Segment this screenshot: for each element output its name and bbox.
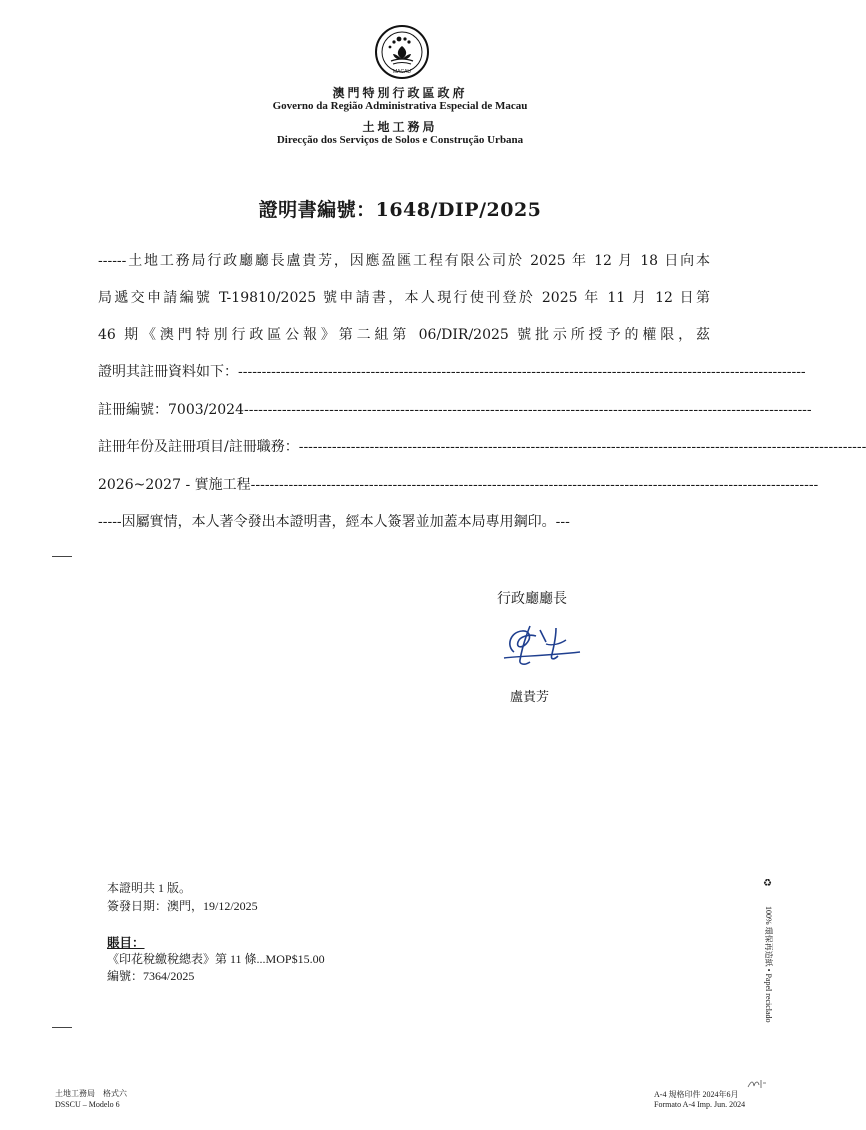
body-line-registration-items <box>98 436 866 456</box>
fee-line: 《印花稅繳稅總表》第 11 條...MOP$15.00 <box>107 952 325 966</box>
registration-number: 註冊編號：7003/2024 <box>98 402 244 418</box>
department-name-pt: Direcção dos Serviços de Solos e Construção Urbana <box>276 134 524 146</box>
registration-item-value: 2026~2027 - 實施工程 <box>98 477 251 493</box>
margin-fold-mark <box>52 1027 72 1028</box>
receipt-number: 編號：7364/2025 <box>107 969 195 983</box>
dash-filler: ------------------------------------------------------------------------------------------------------------------------ <box>238 364 806 380</box>
paper-format-zh: A-4 規格印件 2024年6月 <box>654 1090 739 1099</box>
certificate-title: 證明書編號：1648/DIP/2025 <box>258 199 542 221</box>
body-line-registration-value <box>98 474 819 494</box>
body-line-closing: -----因屬實情，本人著令發出本證明書，經本人簽署並加蓋本局專用鋼印。--- <box>98 514 570 530</box>
recycle-icon: ♻ <box>763 878 772 889</box>
registration-data-label: 證明其註冊資料如下： <box>98 364 238 380</box>
body-line: ------土地工務局行政廳廳長盧貴芳，因應盈匯工程有限公司於 2025 年 12 月 18 日向本 <box>98 253 710 269</box>
body-line-registration-number <box>98 399 812 419</box>
body-line-registration-data <box>98 361 806 381</box>
signatory-title: 行政廳廳長 <box>497 591 567 607</box>
body-line: 局遞交申請編號 T-19810/2025 號申請書，本人現行使刊登於 2025 年 11 月 12 日第 <box>98 290 710 306</box>
dash-filler: ------------------------------------------------------------------------------------------------------------------------ <box>243 402 812 418</box>
body-line: 46 期《澳門特別行政區公報》第二組第 06/DIR/2025 號批示所授予的權限，茲 <box>98 327 710 343</box>
government-name-zh: 澳門特別行政區政府 <box>332 86 468 100</box>
dash-filler: ------------------------------------------------------------------------------------------------------------------------ <box>250 477 819 493</box>
emblem-label: MACAU <box>392 69 412 75</box>
registration-items-label: 註冊年份及註冊項目/註冊職務： <box>98 439 299 455</box>
margin-fold-mark <box>52 556 72 557</box>
form-code-pt: DSSCU – Modelo 6 <box>55 1100 120 1109</box>
fee-heading: 賬目： <box>107 936 145 950</box>
handwritten-signature <box>500 622 585 670</box>
recycled-paper-text: 100% 環保再造紙 • Papel reciclado <box>764 906 773 1023</box>
copies-note: 本證明共 1 版。 <box>107 881 192 895</box>
dash-filler: ------------------------------------------------------------------------------------------------------------------------ <box>298 439 866 455</box>
signatory-name: 盧貴芳 <box>510 690 550 705</box>
macau-emblem-logo <box>374 24 430 80</box>
issue-date: 簽發日期：澳門，19/12/2025 <box>107 899 258 913</box>
department-name-zh: 土地工務局 <box>362 120 438 134</box>
government-name-pt: Governo da Região Administrativa Especial de Macau <box>272 100 528 112</box>
paper-format-pt: Formato A-4 Imp. Jun. 2024 <box>654 1100 746 1109</box>
handwritten-initials <box>746 1077 768 1091</box>
recycled-paper-note <box>762 890 776 1030</box>
form-code-zh: 土地工務局 格式六 <box>55 1089 127 1098</box>
